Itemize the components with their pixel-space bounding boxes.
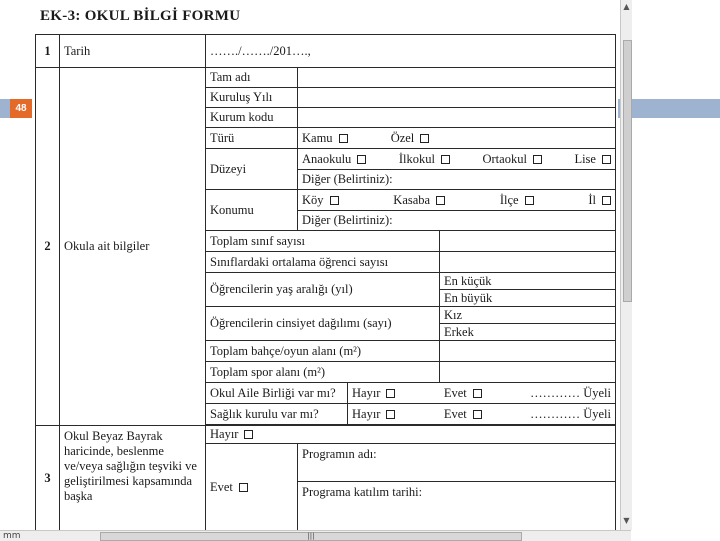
member-count-field[interactable]: ………… Üyeli xyxy=(530,385,612,400)
founding-year-field[interactable] xyxy=(298,88,616,108)
row-number: 3 xyxy=(36,426,60,532)
checkbox-primary[interactable] xyxy=(441,155,450,164)
checkbox-district[interactable] xyxy=(525,196,534,205)
sports-area-field[interactable] xyxy=(440,362,616,383)
level-other-field[interactable]: Diğer (Belirtiniz): xyxy=(298,170,616,190)
option-no: Hayır xyxy=(352,406,381,421)
row-number: 1 xyxy=(36,35,60,68)
parent-association-label: Okul Aile Birliği var mı? xyxy=(206,383,348,404)
checkbox-yes[interactable] xyxy=(239,483,248,492)
option-private: Özel xyxy=(390,130,415,145)
scroll-up-icon[interactable]: ▲ xyxy=(623,2,630,11)
boys-label: Erkek xyxy=(440,324,616,341)
location-label: Konumu xyxy=(206,190,298,231)
checkbox-high[interactable] xyxy=(602,155,611,164)
vertical-scrollbar[interactable] xyxy=(620,0,632,530)
level-label: Düzeyi xyxy=(206,149,298,190)
checkbox-middle[interactable] xyxy=(533,155,542,164)
checkbox-city[interactable] xyxy=(602,196,611,205)
option-public: Kamu xyxy=(302,130,333,145)
institution-code-field[interactable] xyxy=(298,108,616,128)
program-name-field[interactable]: Programın adı: xyxy=(298,444,616,482)
scroll-down-icon[interactable]: ▼ xyxy=(623,516,630,525)
option-yes: Evet xyxy=(210,480,233,494)
form-title: EK-3: OKUL BİLGİ FORMU xyxy=(40,8,241,24)
option-preschool: Anaokulu xyxy=(302,151,352,166)
option-yes: Evet xyxy=(443,385,467,400)
unit-label: mm xyxy=(3,531,21,541)
option-no: Hayır xyxy=(210,427,239,441)
institution-code-label: Kurum kodu xyxy=(206,108,298,128)
horizontal-scrollbar[interactable] xyxy=(0,530,631,541)
type-label: Türü xyxy=(206,128,298,149)
school-info-label: Okula ait bilgiler xyxy=(60,68,206,426)
max-age-label: En büyük xyxy=(440,290,616,307)
checkbox-private[interactable] xyxy=(420,134,429,143)
horizontal-scroll-thumb[interactable]: ||| xyxy=(100,532,522,541)
age-range-label: Öğrencilerin yaş aralığı (yıl) xyxy=(206,273,440,307)
option-middle: Ortaokul xyxy=(482,151,527,166)
date-value[interactable]: ……./……./201…., xyxy=(206,35,616,68)
min-age-label: En küçük xyxy=(440,273,616,290)
option-yes: Evet xyxy=(443,406,467,421)
checkbox-yes[interactable] xyxy=(473,410,482,419)
girls-label: Kız xyxy=(440,307,616,324)
gender-distribution-label: Öğrencilerin cinsiyet dağılımı (sayı) xyxy=(206,307,440,341)
checkbox-no[interactable] xyxy=(244,430,253,439)
program-date-field[interactable]: Programa katılım tarihi: xyxy=(298,482,616,532)
school-info-form-table xyxy=(35,34,616,532)
option-town: Kasaba xyxy=(393,192,431,207)
option-village: Köy xyxy=(302,192,324,207)
row-number: 2 xyxy=(36,68,60,426)
scroll-thumb[interactable] xyxy=(623,40,632,302)
checkbox-public[interactable] xyxy=(339,134,348,143)
location-other-field[interactable]: Diğer (Belirtiniz): xyxy=(298,211,616,231)
class-count-field[interactable] xyxy=(440,231,616,252)
full-name-field[interactable] xyxy=(298,68,616,88)
member-count-field[interactable]: ………… Üyeli xyxy=(530,406,612,421)
row-date xyxy=(36,35,616,68)
option-district: İlçe xyxy=(499,192,519,207)
checkbox-town[interactable] xyxy=(436,196,445,205)
sports-area-label: Toplam spor alanı (m²) xyxy=(206,362,440,383)
checkbox-no[interactable] xyxy=(386,389,395,398)
option-primary: İlkokul xyxy=(398,151,435,166)
checkbox-yes[interactable] xyxy=(473,389,482,398)
founding-year-label: Kuruluş Yılı xyxy=(206,88,298,108)
slide-page-number: 48 xyxy=(10,99,32,118)
health-committee-label: Sağlık kurulu var mı? xyxy=(206,404,348,425)
playground-area-field[interactable] xyxy=(440,341,616,362)
checkbox-village[interactable] xyxy=(330,196,339,205)
option-no: Hayır xyxy=(352,385,381,400)
full-name-label: Tam adı xyxy=(206,68,298,88)
option-city: İl xyxy=(588,192,596,207)
checkbox-preschool[interactable] xyxy=(357,155,366,164)
checkbox-no[interactable] xyxy=(386,410,395,419)
date-label: Tarih xyxy=(60,35,206,68)
avg-students-field[interactable] xyxy=(440,252,616,273)
class-count-label: Toplam sınıf sayısı xyxy=(206,231,440,252)
option-high: Lise xyxy=(574,151,596,166)
form-document xyxy=(32,0,618,532)
playground-area-label: Toplam bahçe/oyun alanı (m²) xyxy=(206,341,440,362)
avg-students-label: Sınıflardaki ortalama öğrenci sayısı xyxy=(206,252,440,273)
program-question-label: Okul Beyaz Bayrak haricinde, beslenme ve/veya sağlığın teşviki ve geliştirilmesi kapsamında başka xyxy=(60,426,206,532)
